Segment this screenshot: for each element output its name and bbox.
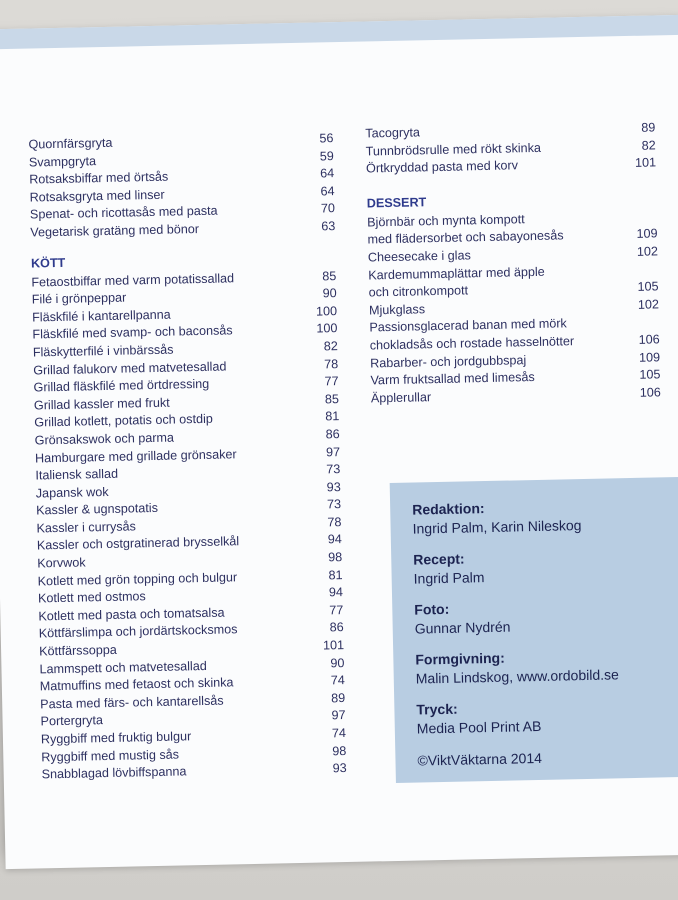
entry-page-number [623,326,659,327]
entry-title: Matmuffins med fetaost och skinka [39,675,234,694]
right-top-list [365,119,656,178]
entry-title: Grillad kassler med frukt [33,395,170,413]
entry-page-number: 82 [641,138,656,153]
entry-title: chokladsås och rostade hasselnötter [369,334,575,353]
entry-page-number: 100 [316,321,338,336]
entry-title: Fläskfilé med svamp- och baconsås [32,323,233,342]
entry-page-number: 97 [331,708,346,723]
entry-page-number: 89 [641,120,656,135]
left-top-list [28,130,335,242]
entry-page-number: 82 [323,339,338,354]
entry-page-number: 109 [636,226,658,242]
entry-title: Portergryta [40,713,104,729]
entry-page-number: 106 [639,385,661,400]
entry-page-number: 101 [322,638,345,653]
entry-page-number: 59 [319,148,334,164]
entry-title: Japansk wok [35,484,109,501]
entry-title: Rotsaksgryta med linser [29,187,165,205]
index-column-left [28,130,346,784]
section-heading-kott: KÖTT [30,255,66,271]
entry-title: Snabblagad lövbiffspanna [41,764,187,782]
entry-title: Korvwok [37,555,86,571]
entry-title: Vegetarisk gratäng med bönor [30,221,200,240]
entry-page-number: 97 [325,444,341,459]
entry-title: Kotlett med grön topping och bulgur [37,569,238,589]
entry-page-number: 81 [328,567,343,583]
entry-page-number: 70 [320,201,336,216]
credits-tryck-value: Media Pool Print AB [416,717,542,737]
entry-title: Fläskfilé i kantarellpanna [31,307,171,325]
entry-page-number: 93 [326,479,341,495]
entry-page-number [621,220,657,221]
entry-title: Rotsaksbiffar med örtsås [29,169,169,187]
entry-page-number: 74 [330,673,345,688]
entry-title: Italiensk sallad [35,466,119,483]
entry-title: Ryggbiff med fruktig bulgur [40,729,192,747]
entry-title: Köttfärssoppa [38,642,117,659]
entry-title: Grillad fläskfilé med örtdressing [33,376,210,395]
entry-title: Fetaostbiffar med varm potatissallad [31,270,235,290]
entry-page-number: 77 [324,374,339,389]
entry-title: Pasta med färs- och kantarellsås [40,693,224,712]
entry-title: Passionsglacerad banan med mörk [369,316,567,335]
entry-page-number: 90 [322,286,337,301]
entry-page-number: 73 [326,497,342,512]
section-heading-dessert: DESSERT [366,195,427,211]
entry-page-number: 102 [636,244,659,259]
entry-page-number: 73 [326,462,341,477]
entry-title: Fläskytterfilé i vinbärssås [32,342,174,360]
entry-title: Kassler & ugnspotatis [36,501,159,518]
entry-page-number: 74 [331,726,347,741]
entry-title: Lammspett och matvetesallad [39,658,207,677]
entry-title: Quornfärsgryta [28,135,113,152]
entry-title: Köttfärslimpa och jordärtskocksmos [38,622,238,641]
credits-formgivning-value: Malin Lindskog, www.ordobild.se [415,666,619,687]
entry-title: Örtkryddad pasta med korv [365,158,519,176]
entry-page-number: 89 [330,690,346,706]
entry-page-number: 90 [330,655,345,670]
entry-page-number: 98 [328,550,343,565]
entry-page-number: 100 [315,303,338,319]
entry-title: Hamburgare med grillade grönsaker [34,446,237,465]
entry-page-number: 102 [637,297,660,312]
entry-page-number [622,273,658,274]
credits-redaktion-value: Ingrid Palm, Karin Nileskog [412,517,582,537]
entry-title: Svampgryta [28,153,97,170]
index-column-right [365,119,661,407]
entry-page-number: 63 [321,219,336,234]
credits-box [390,477,678,783]
credits-redaktion-label: Redaktion: [412,500,485,518]
entry-page-number: 106 [638,332,660,347]
credits-formgivning-label: Formgivning: [415,649,505,668]
entry-page-number: 77 [329,602,344,618]
entry-title: Spenat- och ricottasås med pasta [29,203,218,222]
entry-title: och citronkompott [368,283,469,300]
entry-page-number: 85 [322,268,337,283]
entry-title: Cheesecake i glas [367,248,471,265]
book-page [0,15,678,870]
credits-recept-label: Recept: [413,550,465,568]
entry-page-number: 105 [637,279,659,294]
entry-page-number: 109 [638,349,661,365]
entry-title: Rabarber- och jordgubbspaj [370,352,527,370]
entry-page-number: 78 [323,356,339,371]
credits-recept-value: Ingrid Palm [413,569,485,587]
entry-title: Tunnbrödsrulle med rökt skinka [365,140,542,159]
credits-copyright: ©ViktVäktarna 2014 [417,749,543,769]
entry-title: Grillad kotlett, potatis och ostdip [34,412,213,430]
entry-title: Kotlett med ostmos [37,589,146,606]
entry-page-number: 94 [328,585,344,600]
entry-title: Filé i grönpeppar [31,290,127,307]
entry-page-number: 64 [320,183,335,199]
entry-title: Kassler och ostgratinerad brysselkål [36,534,240,553]
entry-page-number: 56 [319,131,334,146]
entry-title: Äpplerullar [370,389,432,406]
entry-page-number: 98 [332,743,347,758]
entry-title: Kotlett med pasta och tomatsalsa [38,605,225,624]
entry-title: Mjukglass [368,302,426,318]
entry-title: Kardemummaplättar med äpple [368,264,545,283]
entry-page-number: 86 [325,427,340,442]
entry-title: Grillad falukorv med matvetesallad [33,358,227,378]
entry-page-number: 101 [634,155,657,171]
credits-foto-label: Foto: [414,600,450,618]
entry-title: Varm fruktsallad med limesås [370,370,535,388]
entry-page-number: 86 [329,620,344,635]
entry-page-number: 85 [324,391,340,407]
entry-page-number: 64 [320,166,335,181]
entry-page-number: 93 [332,761,347,776]
entry-page-number: 94 [327,532,342,547]
entry-page-number: 105 [639,367,661,382]
dessert-list [367,208,661,408]
entry-page-number: 81 [325,409,340,424]
entry-title: Grönsakswok och parma [34,430,175,448]
entry-title: Ryggbiff med mustig sås [41,747,180,765]
entry-title: Kassler i currysås [36,519,137,536]
credits-tryck-label: Tryck: [416,700,458,718]
entry-page-number: 78 [327,514,342,530]
entry-title: Tacogryta [365,125,421,141]
kott-list [31,268,347,784]
entry-title: med flädersorbet och sabayonesås [367,228,564,247]
credits-foto-value: Gunnar Nydrén [414,618,511,637]
entry-title: Björnbär och mynta kompott [367,211,525,230]
